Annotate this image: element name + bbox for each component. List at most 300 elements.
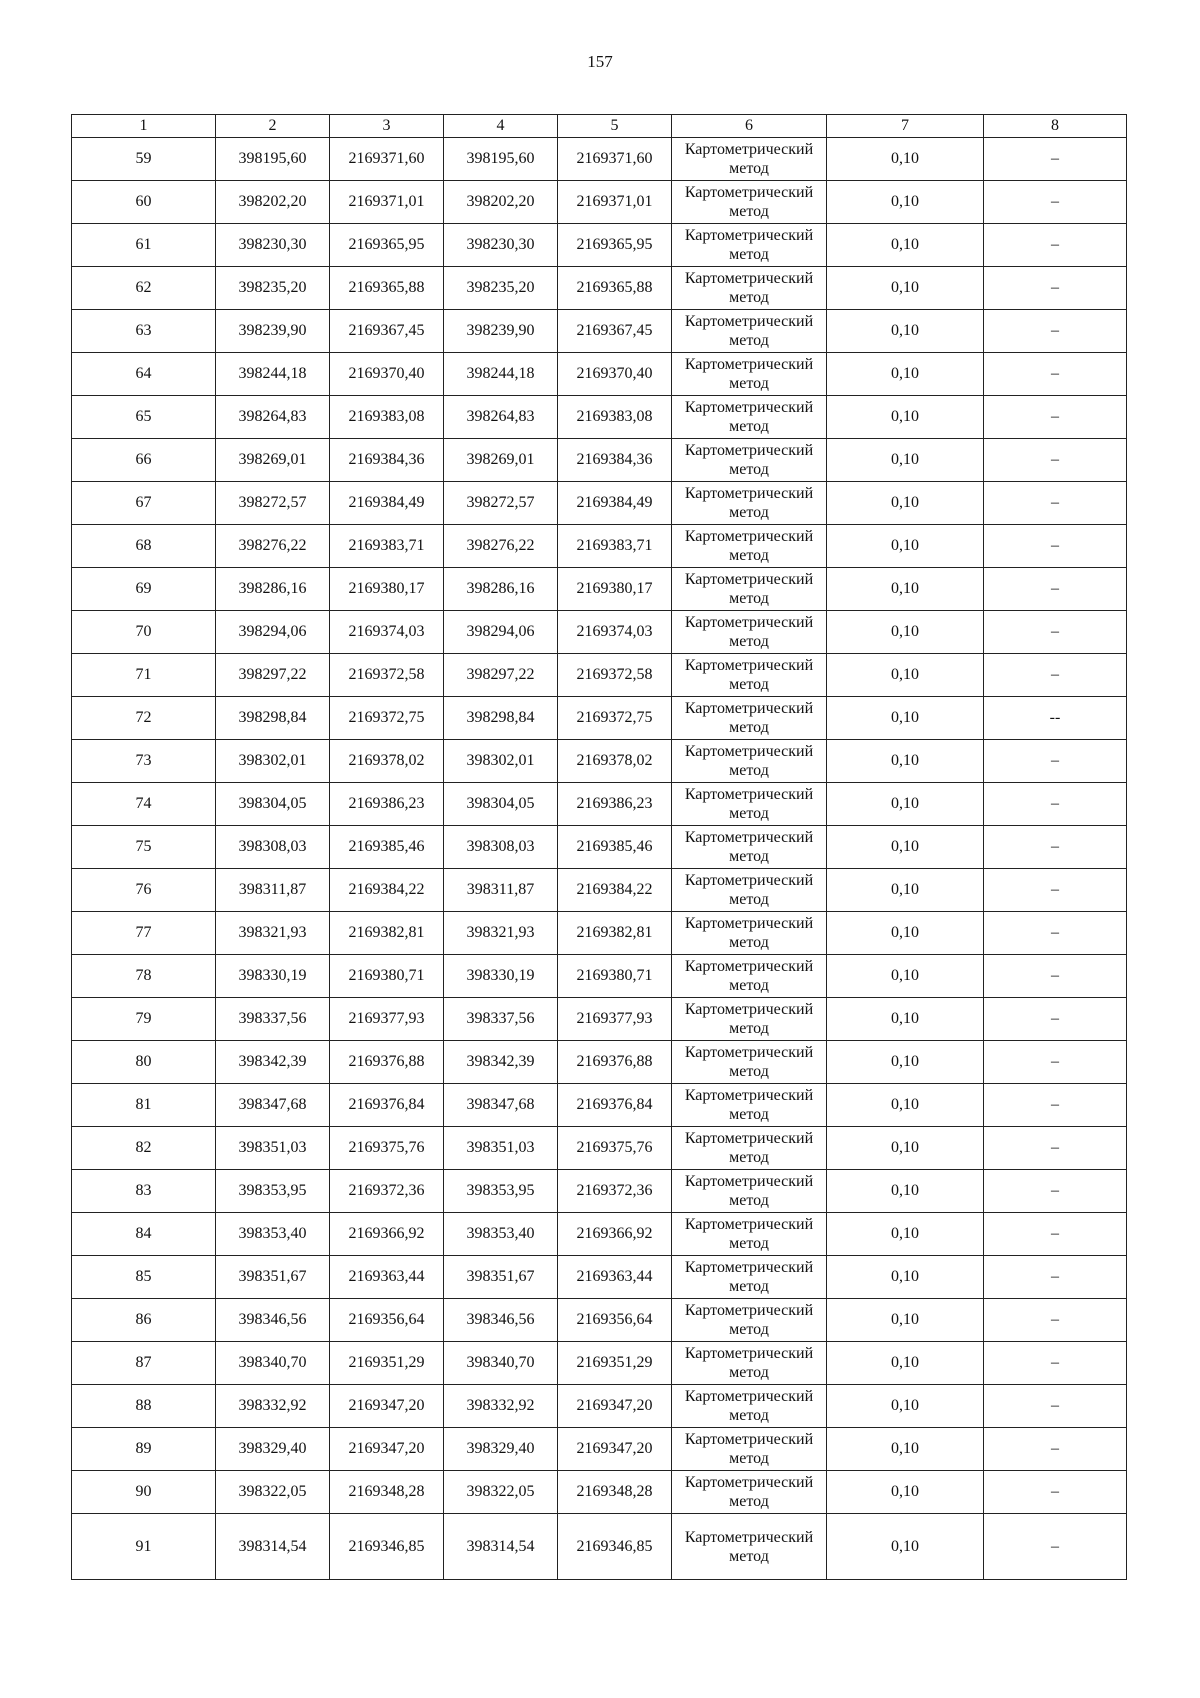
- y-coordinate-cell: 2169372,58: [330, 654, 444, 697]
- note-cell: –: [984, 998, 1127, 1041]
- y-coordinate-cell: 2169366,92: [330, 1213, 444, 1256]
- y-coordinate-existing-cell: 2169346,85: [558, 1514, 672, 1580]
- method-cell: Картометрический метод: [672, 1342, 827, 1385]
- y-coordinate-existing-cell: 2169351,29: [558, 1342, 672, 1385]
- accuracy-cell: 0,10: [827, 1385, 984, 1428]
- method-cell: Картометрический метод: [672, 1213, 827, 1256]
- table-row: [72, 1299, 1127, 1342]
- note-cell: –: [984, 912, 1127, 955]
- note-cell: –: [984, 611, 1127, 654]
- note-cell: –: [984, 181, 1127, 224]
- x-coordinate-cell: 398329,40: [216, 1428, 330, 1471]
- point-number-cell: 69: [72, 568, 216, 611]
- table-row: [72, 224, 1127, 267]
- method-cell: Картометрический метод: [672, 1299, 827, 1342]
- note-cell: –: [984, 138, 1127, 181]
- table-row: [72, 1471, 1127, 1514]
- x-coordinate-existing-cell: 398202,20: [444, 181, 558, 224]
- y-coordinate-cell: 2169347,20: [330, 1385, 444, 1428]
- x-coordinate-existing-cell: 398239,90: [444, 310, 558, 353]
- y-coordinate-existing-cell: 2169378,02: [558, 740, 672, 783]
- point-number-cell: 85: [72, 1256, 216, 1299]
- y-coordinate-existing-cell: 2169375,76: [558, 1127, 672, 1170]
- y-coordinate-existing-cell: 2169347,20: [558, 1385, 672, 1428]
- table-row: [72, 783, 1127, 826]
- x-coordinate-cell: 398294,06: [216, 611, 330, 654]
- x-coordinate-cell: 398272,57: [216, 482, 330, 525]
- note-cell: –: [984, 353, 1127, 396]
- point-number-cell: 84: [72, 1213, 216, 1256]
- note-cell: –: [984, 1471, 1127, 1514]
- x-coordinate-existing-cell: 398346,56: [444, 1299, 558, 1342]
- x-coordinate-existing-cell: 398244,18: [444, 353, 558, 396]
- point-number-cell: 76: [72, 869, 216, 912]
- method-cell: Картометрический метод: [672, 568, 827, 611]
- y-coordinate-cell: 2169375,76: [330, 1127, 444, 1170]
- point-number-cell: 72: [72, 697, 216, 740]
- accuracy-cell: 0,10: [827, 1256, 984, 1299]
- y-coordinate-existing-cell: 2169371,01: [558, 181, 672, 224]
- column-header-5: 5: [558, 115, 672, 138]
- y-coordinate-cell: 2169367,45: [330, 310, 444, 353]
- x-coordinate-cell: 398244,18: [216, 353, 330, 396]
- table-row: [72, 654, 1127, 697]
- note-cell: –: [984, 826, 1127, 869]
- x-coordinate-existing-cell: 398297,22: [444, 654, 558, 697]
- y-coordinate-existing-cell: 2169382,81: [558, 912, 672, 955]
- method-cell: Картометрический метод: [672, 1428, 827, 1471]
- y-coordinate-existing-cell: 2169363,44: [558, 1256, 672, 1299]
- y-coordinate-existing-cell: 2169383,71: [558, 525, 672, 568]
- x-coordinate-existing-cell: 398353,40: [444, 1213, 558, 1256]
- x-coordinate-existing-cell: 398351,03: [444, 1127, 558, 1170]
- x-coordinate-existing-cell: 398353,95: [444, 1170, 558, 1213]
- note-cell: –: [984, 396, 1127, 439]
- method-cell: Картометрический метод: [672, 439, 827, 482]
- point-number-cell: 71: [72, 654, 216, 697]
- point-number-cell: 73: [72, 740, 216, 783]
- y-coordinate-cell: 2169351,29: [330, 1342, 444, 1385]
- y-coordinate-existing-cell: 2169376,88: [558, 1041, 672, 1084]
- x-coordinate-cell: 398286,16: [216, 568, 330, 611]
- x-coordinate-cell: 398337,56: [216, 998, 330, 1041]
- page-number: 157: [587, 52, 613, 71]
- x-coordinate-cell: 398276,22: [216, 525, 330, 568]
- x-coordinate-cell: 398269,01: [216, 439, 330, 482]
- accuracy-cell: 0,10: [827, 654, 984, 697]
- x-coordinate-cell: 398346,56: [216, 1299, 330, 1342]
- accuracy-cell: 0,10: [827, 267, 984, 310]
- x-coordinate-existing-cell: 398314,54: [444, 1514, 558, 1580]
- x-coordinate-cell: 398302,01: [216, 740, 330, 783]
- x-coordinate-cell: 398347,68: [216, 1084, 330, 1127]
- y-coordinate-existing-cell: 2169380,71: [558, 955, 672, 998]
- x-coordinate-cell: 398314,54: [216, 1514, 330, 1580]
- table-row: [72, 611, 1127, 654]
- accuracy-cell: 0,10: [827, 1127, 984, 1170]
- y-coordinate-cell: 2169384,22: [330, 869, 444, 912]
- table-row: [72, 740, 1127, 783]
- note-cell: –: [984, 1041, 1127, 1084]
- x-coordinate-existing-cell: 398321,93: [444, 912, 558, 955]
- method-cell: Картометрический метод: [672, 138, 827, 181]
- note-cell: –: [984, 568, 1127, 611]
- table-row: [72, 267, 1127, 310]
- accuracy-cell: 0,10: [827, 1213, 984, 1256]
- x-coordinate-existing-cell: 398337,56: [444, 998, 558, 1041]
- column-header-7: 7: [827, 115, 984, 138]
- y-coordinate-existing-cell: 2169384,22: [558, 869, 672, 912]
- x-coordinate-existing-cell: 398269,01: [444, 439, 558, 482]
- x-coordinate-existing-cell: 398322,05: [444, 1471, 558, 1514]
- point-number-cell: 80: [72, 1041, 216, 1084]
- x-coordinate-existing-cell: 398332,92: [444, 1385, 558, 1428]
- x-coordinate-cell: 398298,84: [216, 697, 330, 740]
- y-coordinate-cell: 2169386,23: [330, 783, 444, 826]
- point-number-cell: 70: [72, 611, 216, 654]
- method-cell: Картометрический метод: [672, 267, 827, 310]
- method-cell: Картометрический метод: [672, 912, 827, 955]
- accuracy-cell: 0,10: [827, 525, 984, 568]
- accuracy-cell: 0,10: [827, 1170, 984, 1213]
- point-number-cell: 90: [72, 1471, 216, 1514]
- x-coordinate-cell: 398311,87: [216, 869, 330, 912]
- note-cell: –: [984, 267, 1127, 310]
- table-row: [72, 396, 1127, 439]
- note-cell: –: [984, 224, 1127, 267]
- y-coordinate-existing-cell: 2169347,20: [558, 1428, 672, 1471]
- note-cell: –: [984, 1514, 1127, 1580]
- accuracy-cell: 0,10: [827, 224, 984, 267]
- point-number-cell: 86: [72, 1299, 216, 1342]
- method-cell: Картометрический метод: [672, 1127, 827, 1170]
- note-cell: –: [984, 1299, 1127, 1342]
- accuracy-cell: 0,10: [827, 1514, 984, 1580]
- table-header: [72, 115, 1127, 138]
- note-cell: –: [984, 783, 1127, 826]
- table-row: [72, 826, 1127, 869]
- x-coordinate-existing-cell: 398347,68: [444, 1084, 558, 1127]
- method-cell: Картометрический метод: [672, 1041, 827, 1084]
- x-coordinate-existing-cell: 398298,84: [444, 697, 558, 740]
- point-number-cell: 82: [72, 1127, 216, 1170]
- method-cell: Картометрический метод: [672, 396, 827, 439]
- table-row: [72, 181, 1127, 224]
- x-coordinate-existing-cell: 398235,20: [444, 267, 558, 310]
- y-coordinate-existing-cell: 2169371,60: [558, 138, 672, 181]
- point-number-cell: 59: [72, 138, 216, 181]
- x-coordinate-cell: 398322,05: [216, 1471, 330, 1514]
- note-cell: –: [984, 1342, 1127, 1385]
- y-coordinate-existing-cell: 2169372,36: [558, 1170, 672, 1213]
- y-coordinate-cell: 2169372,75: [330, 697, 444, 740]
- method-cell: Картометрический метод: [672, 697, 827, 740]
- accuracy-cell: 0,10: [827, 1299, 984, 1342]
- method-cell: Картометрический метод: [672, 826, 827, 869]
- y-coordinate-cell: 2169365,95: [330, 224, 444, 267]
- y-coordinate-cell: 2169363,44: [330, 1256, 444, 1299]
- accuracy-cell: 0,10: [827, 138, 984, 181]
- method-cell: Картометрический метод: [672, 1170, 827, 1213]
- method-cell: Картометрический метод: [672, 1514, 827, 1580]
- table-row: [72, 1385, 1127, 1428]
- point-number-cell: 74: [72, 783, 216, 826]
- y-coordinate-cell: 2169376,88: [330, 1041, 444, 1084]
- table-row: [72, 697, 1127, 740]
- accuracy-cell: 0,10: [827, 181, 984, 224]
- y-coordinate-cell: 2169374,03: [330, 611, 444, 654]
- x-coordinate-existing-cell: 398272,57: [444, 482, 558, 525]
- point-number-cell: 91: [72, 1514, 216, 1580]
- table-row: [72, 1256, 1127, 1299]
- point-number-cell: 68: [72, 525, 216, 568]
- accuracy-cell: 0,10: [827, 1342, 984, 1385]
- note-cell: –: [984, 1256, 1127, 1299]
- y-coordinate-existing-cell: 2169384,36: [558, 439, 672, 482]
- y-coordinate-existing-cell: 2169380,17: [558, 568, 672, 611]
- table-row: [72, 912, 1127, 955]
- y-coordinate-cell: 2169371,01: [330, 181, 444, 224]
- method-cell: Картометрический метод: [672, 353, 827, 396]
- point-number-cell: 75: [72, 826, 216, 869]
- column-header-6: 6: [672, 115, 827, 138]
- note-cell: –: [984, 1170, 1127, 1213]
- accuracy-cell: 0,10: [827, 611, 984, 654]
- x-coordinate-existing-cell: 398304,05: [444, 783, 558, 826]
- note-cell: –: [984, 439, 1127, 482]
- y-coordinate-existing-cell: 2169383,08: [558, 396, 672, 439]
- x-coordinate-cell: 398342,39: [216, 1041, 330, 1084]
- point-number-cell: 62: [72, 267, 216, 310]
- method-cell: Картометрический метод: [672, 783, 827, 826]
- x-coordinate-existing-cell: 398311,87: [444, 869, 558, 912]
- x-coordinate-cell: 398353,95: [216, 1170, 330, 1213]
- method-cell: Картометрический метод: [672, 1256, 827, 1299]
- accuracy-cell: 0,10: [827, 310, 984, 353]
- x-coordinate-cell: 398351,67: [216, 1256, 330, 1299]
- y-coordinate-cell: 2169347,20: [330, 1428, 444, 1471]
- accuracy-cell: 0,10: [827, 482, 984, 525]
- y-coordinate-cell: 2169376,84: [330, 1084, 444, 1127]
- column-header-2: 2: [216, 115, 330, 138]
- accuracy-cell: 0,10: [827, 1084, 984, 1127]
- method-cell: Картометрический метод: [672, 740, 827, 783]
- note-cell: –: [984, 654, 1127, 697]
- x-coordinate-existing-cell: 398342,39: [444, 1041, 558, 1084]
- column-header-4: 4: [444, 115, 558, 138]
- x-coordinate-existing-cell: 398286,16: [444, 568, 558, 611]
- y-coordinate-existing-cell: 2169348,28: [558, 1471, 672, 1514]
- coordinates-table: [71, 114, 1127, 1580]
- x-coordinate-cell: 398235,20: [216, 267, 330, 310]
- y-coordinate-cell: 2169385,46: [330, 826, 444, 869]
- table-row: [72, 525, 1127, 568]
- method-cell: Картометрический метод: [672, 611, 827, 654]
- note-cell: –: [984, 1428, 1127, 1471]
- x-coordinate-cell: 398308,03: [216, 826, 330, 869]
- y-coordinate-existing-cell: 2169385,46: [558, 826, 672, 869]
- method-cell: Картометрический метод: [672, 525, 827, 568]
- method-cell: Картометрический метод: [672, 310, 827, 353]
- table-row: [72, 138, 1127, 181]
- table-row: [72, 1041, 1127, 1084]
- x-coordinate-cell: 398304,05: [216, 783, 330, 826]
- y-coordinate-cell: 2169377,93: [330, 998, 444, 1041]
- method-cell: Картометрический метод: [672, 869, 827, 912]
- point-number-cell: 66: [72, 439, 216, 482]
- x-coordinate-existing-cell: 398195,60: [444, 138, 558, 181]
- x-coordinate-cell: 398202,20: [216, 181, 330, 224]
- point-number-cell: 78: [72, 955, 216, 998]
- accuracy-cell: 0,10: [827, 1428, 984, 1471]
- note-cell: –: [984, 525, 1127, 568]
- table-row: [72, 439, 1127, 482]
- y-coordinate-existing-cell: 2169384,49: [558, 482, 672, 525]
- accuracy-cell: 0,10: [827, 1041, 984, 1084]
- y-coordinate-existing-cell: 2169367,45: [558, 310, 672, 353]
- table-row: [72, 568, 1127, 611]
- y-coordinate-existing-cell: 2169386,23: [558, 783, 672, 826]
- accuracy-cell: 0,10: [827, 826, 984, 869]
- y-coordinate-cell: 2169348,28: [330, 1471, 444, 1514]
- table-row: [72, 1127, 1127, 1170]
- x-coordinate-cell: 398351,03: [216, 1127, 330, 1170]
- x-coordinate-existing-cell: 398264,83: [444, 396, 558, 439]
- accuracy-cell: 0,10: [827, 697, 984, 740]
- y-coordinate-existing-cell: 2169372,75: [558, 697, 672, 740]
- table-row: [72, 353, 1127, 396]
- x-coordinate-cell: 398321,93: [216, 912, 330, 955]
- table-row: [72, 482, 1127, 525]
- point-number-cell: 88: [72, 1385, 216, 1428]
- method-cell: Картометрический метод: [672, 998, 827, 1041]
- point-number-cell: 64: [72, 353, 216, 396]
- table-row: [72, 1342, 1127, 1385]
- accuracy-cell: 0,10: [827, 439, 984, 482]
- x-coordinate-cell: 398264,83: [216, 396, 330, 439]
- point-number-cell: 83: [72, 1170, 216, 1213]
- y-coordinate-existing-cell: 2169370,40: [558, 353, 672, 396]
- note-cell: –: [984, 482, 1127, 525]
- y-coordinate-cell: 2169372,36: [330, 1170, 444, 1213]
- accuracy-cell: 0,10: [827, 568, 984, 611]
- x-coordinate-cell: 398230,30: [216, 224, 330, 267]
- y-coordinate-existing-cell: 2169374,03: [558, 611, 672, 654]
- note-cell: –: [984, 310, 1127, 353]
- y-coordinate-cell: 2169383,71: [330, 525, 444, 568]
- point-number-cell: 61: [72, 224, 216, 267]
- method-cell: Картометрический метод: [672, 482, 827, 525]
- y-coordinate-cell: 2169380,17: [330, 568, 444, 611]
- note-cell: –: [984, 1385, 1127, 1428]
- table-body: [72, 138, 1127, 1580]
- note-cell: –: [984, 869, 1127, 912]
- table-row: [72, 998, 1127, 1041]
- note-cell: –: [984, 1127, 1127, 1170]
- accuracy-cell: 0,10: [827, 353, 984, 396]
- accuracy-cell: 0,10: [827, 998, 984, 1041]
- y-coordinate-existing-cell: 2169356,64: [558, 1299, 672, 1342]
- accuracy-cell: 0,10: [827, 783, 984, 826]
- x-coordinate-existing-cell: 398329,40: [444, 1428, 558, 1471]
- column-header-1: 1: [72, 115, 216, 138]
- column-header-8: 8: [984, 115, 1127, 138]
- table-row: [72, 869, 1127, 912]
- x-coordinate-existing-cell: 398330,19: [444, 955, 558, 998]
- y-coordinate-cell: 2169356,64: [330, 1299, 444, 1342]
- x-coordinate-cell: 398332,92: [216, 1385, 330, 1428]
- y-coordinate-existing-cell: 2169372,58: [558, 654, 672, 697]
- x-coordinate-existing-cell: 398308,03: [444, 826, 558, 869]
- y-coordinate-existing-cell: 2169376,84: [558, 1084, 672, 1127]
- accuracy-cell: 0,10: [827, 396, 984, 439]
- x-coordinate-existing-cell: 398276,22: [444, 525, 558, 568]
- y-coordinate-cell: 2169365,88: [330, 267, 444, 310]
- y-coordinate-cell: 2169383,08: [330, 396, 444, 439]
- y-coordinate-cell: 2169371,60: [330, 138, 444, 181]
- point-number-cell: 79: [72, 998, 216, 1041]
- x-coordinate-existing-cell: 398294,06: [444, 611, 558, 654]
- table-row: [72, 1084, 1127, 1127]
- method-cell: Картометрический метод: [672, 224, 827, 267]
- note-cell: –: [984, 1084, 1127, 1127]
- x-coordinate-existing-cell: 398340,70: [444, 1342, 558, 1385]
- method-cell: Картометрический метод: [672, 654, 827, 697]
- y-coordinate-cell: 2169380,71: [330, 955, 444, 998]
- table-row: [72, 310, 1127, 353]
- y-coordinate-existing-cell: 2169365,95: [558, 224, 672, 267]
- header-row: [72, 115, 1127, 138]
- point-number-cell: 63: [72, 310, 216, 353]
- y-coordinate-cell: 2169384,36: [330, 439, 444, 482]
- x-coordinate-existing-cell: 398230,30: [444, 224, 558, 267]
- x-coordinate-cell: 398340,70: [216, 1342, 330, 1385]
- table-row: [72, 1514, 1127, 1580]
- x-coordinate-cell: 398353,40: [216, 1213, 330, 1256]
- note-cell: –: [984, 740, 1127, 783]
- x-coordinate-existing-cell: 398302,01: [444, 740, 558, 783]
- y-coordinate-existing-cell: 2169365,88: [558, 267, 672, 310]
- accuracy-cell: 0,10: [827, 1471, 984, 1514]
- point-number-cell: 65: [72, 396, 216, 439]
- x-coordinate-cell: 398239,90: [216, 310, 330, 353]
- point-number-cell: 77: [72, 912, 216, 955]
- x-coordinate-cell: 398330,19: [216, 955, 330, 998]
- accuracy-cell: 0,10: [827, 955, 984, 998]
- note-cell: --: [984, 697, 1127, 740]
- method-cell: Картометрический метод: [672, 1385, 827, 1428]
- accuracy-cell: 0,10: [827, 869, 984, 912]
- y-coordinate-existing-cell: 2169366,92: [558, 1213, 672, 1256]
- column-header-3: 3: [330, 115, 444, 138]
- table-row: [72, 1170, 1127, 1213]
- method-cell: Картометрический метод: [672, 955, 827, 998]
- x-coordinate-existing-cell: 398351,67: [444, 1256, 558, 1299]
- x-coordinate-cell: 398297,22: [216, 654, 330, 697]
- point-number-cell: 60: [72, 181, 216, 224]
- y-coordinate-cell: 2169378,02: [330, 740, 444, 783]
- point-number-cell: 87: [72, 1342, 216, 1385]
- note-cell: –: [984, 1213, 1127, 1256]
- table-row: [72, 955, 1127, 998]
- y-coordinate-existing-cell: 2169377,93: [558, 998, 672, 1041]
- x-coordinate-cell: 398195,60: [216, 138, 330, 181]
- y-coordinate-cell: 2169384,49: [330, 482, 444, 525]
- y-coordinate-cell: 2169346,85: [330, 1514, 444, 1580]
- y-coordinate-cell: 2169382,81: [330, 912, 444, 955]
- point-number-cell: 81: [72, 1084, 216, 1127]
- point-number-cell: 67: [72, 482, 216, 525]
